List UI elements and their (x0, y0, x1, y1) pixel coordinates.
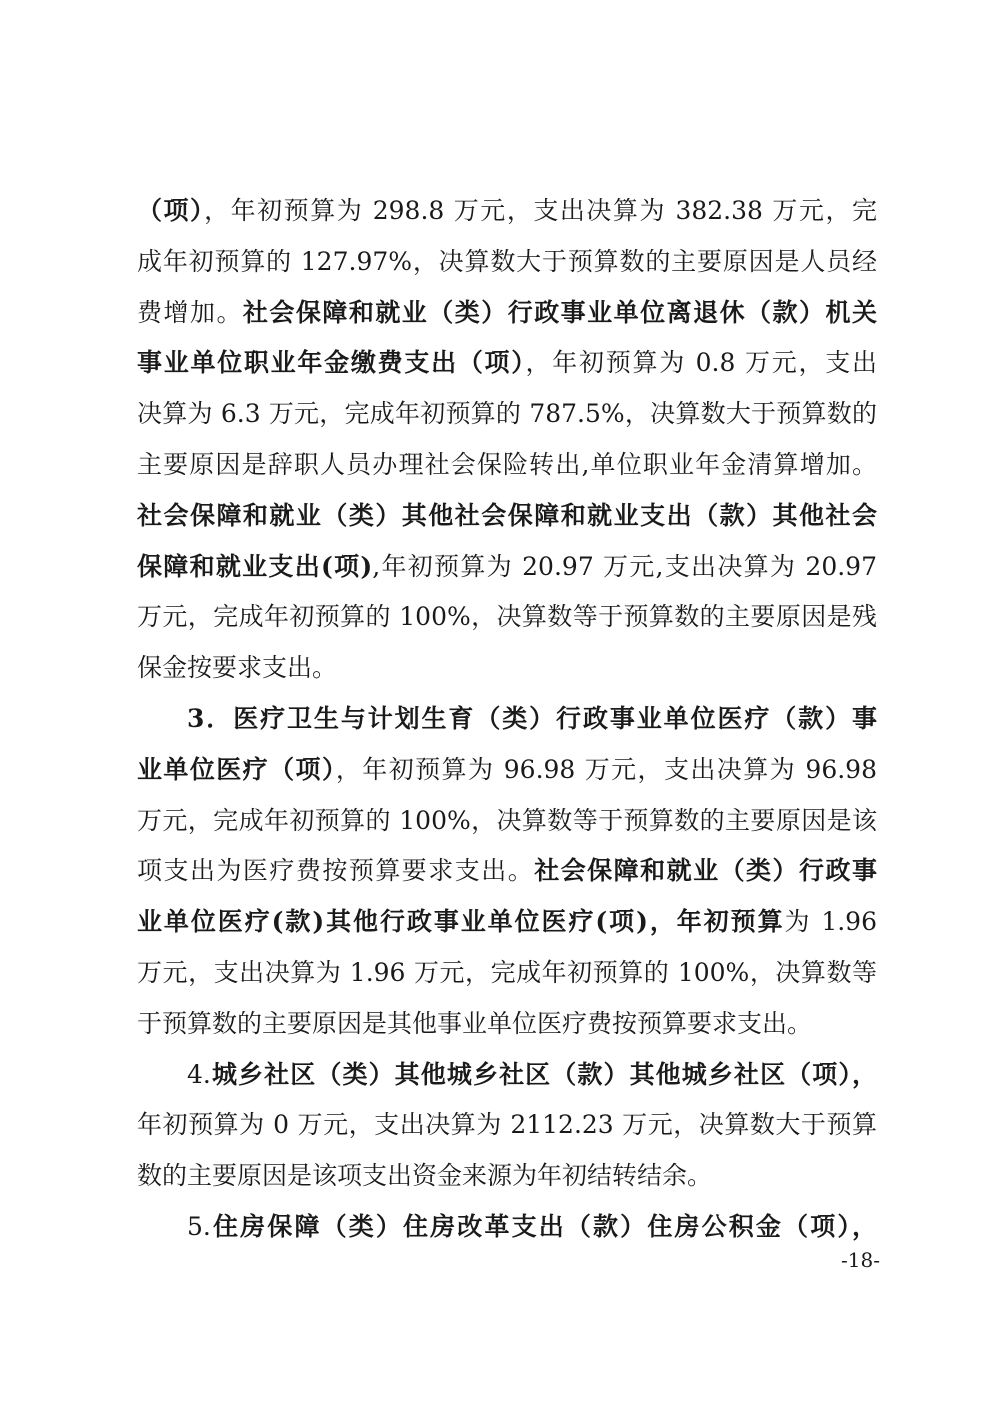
text-line (137, 846, 877, 897)
bold-text-segment: 社会保障和就业（类）行政事 (534, 856, 877, 886)
text-segment: 为 1.96 (784, 907, 877, 937)
text-line (137, 1100, 877, 1151)
text-line (137, 1151, 877, 1202)
text-line (137, 796, 877, 847)
bold-text-segment: 住房保障（类）住房改革支出（款）住房公积金（项）， (210, 1211, 877, 1241)
text-segment: ，年初预算为 0.8 万元，支出 (525, 348, 877, 378)
text-segment: 项支出为医疗费按预算要求支出。 (137, 856, 535, 886)
text-line (137, 491, 877, 542)
bold-text-segment: （项） (137, 196, 205, 225)
text-segment: 保金按要求支出。 (137, 653, 338, 683)
bold-text-segment: 业单位医疗(款)其他行政事业单位医疗(项)，年初预算 (137, 907, 785, 937)
text-segment: 主要原因是辞职人员办理社会保险转出,单位职业年金清算增加。 (137, 449, 877, 479)
text-segment: 费增加。 (137, 297, 243, 327)
text-line (137, 694, 877, 745)
bold-text-segment: 保障和就业支出(项) (137, 551, 373, 581)
text-line (137, 542, 877, 593)
text-line (137, 338, 877, 389)
text-line (137, 643, 877, 694)
bold-text-segment: 3．医疗卫生与计划生育（类）行政事业单位医疗（款）事 (187, 703, 877, 733)
text-segment: 万元，支出决算为 1.96 万元，完成年初预算的 100%，决算数等 (137, 957, 877, 987)
text-segment: 决算为 6.3 万元，完成年初预算的 787.5%，决算数大于预算数的 (137, 399, 877, 429)
text-line (137, 745, 877, 796)
text-segment: 数的主要原因是该项支出资金来源为年初结转结余。 (137, 1161, 713, 1191)
text-line (137, 592, 877, 643)
page-number: -18- (841, 1248, 880, 1272)
text-line (137, 1202, 877, 1253)
text-line (137, 999, 877, 1050)
text-line (137, 237, 877, 288)
text-line (137, 186, 877, 237)
bold-text-segment: 业单位医疗（项） (137, 754, 336, 784)
text-line (137, 288, 877, 339)
text-segment: 5. (187, 1211, 211, 1241)
text-segment: ，年初预算为 298.8 万元，支出决算为 382.38 万元，完 (204, 196, 877, 225)
document-body (137, 186, 877, 1253)
text-line (137, 1050, 877, 1101)
text-segment: 于预算数的主要原因是其他事业单位医疗费按预算要求支出。 (137, 1008, 813, 1038)
text-segment: 年初预算为 0 万元，支出决算为 2112.23 万元，决算数大于预算 (137, 1110, 877, 1140)
bold-text-segment: 社会保障和就业（类）行政事业单位离退休（款）机关 (242, 297, 877, 327)
text-segment: 万元，完成年初预算的 100%，决算数等于预算数的主要原因是残 (137, 602, 877, 632)
bold-text-segment: 事业单位职业年金缴费支出（项） (137, 348, 526, 378)
bold-text-segment: 城乡社区（类）其他城乡社区（款）其他城乡社区（项）， (210, 1059, 877, 1089)
text-segment: ，年初预算为 96.98 万元，支出决算为 96.98 (335, 754, 877, 784)
text-line (137, 440, 877, 491)
bold-text-segment: 社会保障和就业（类）其他社会保障和就业支出（款）其他社会 (137, 500, 877, 530)
text-line (137, 948, 877, 999)
text-line (137, 389, 877, 440)
text-line (137, 897, 877, 948)
text-segment: ,年初预算为 20.97 万元,支出决算为 20.97 (372, 551, 877, 581)
text-segment: 4. (187, 1059, 211, 1089)
text-segment: 万元，完成年初预算的 100%，决算数等于预算数的主要原因是该 (137, 805, 877, 835)
text-segment: 成年初预算的 127.97%，决算数大于预算数的主要原因是人员经 (137, 246, 877, 276)
